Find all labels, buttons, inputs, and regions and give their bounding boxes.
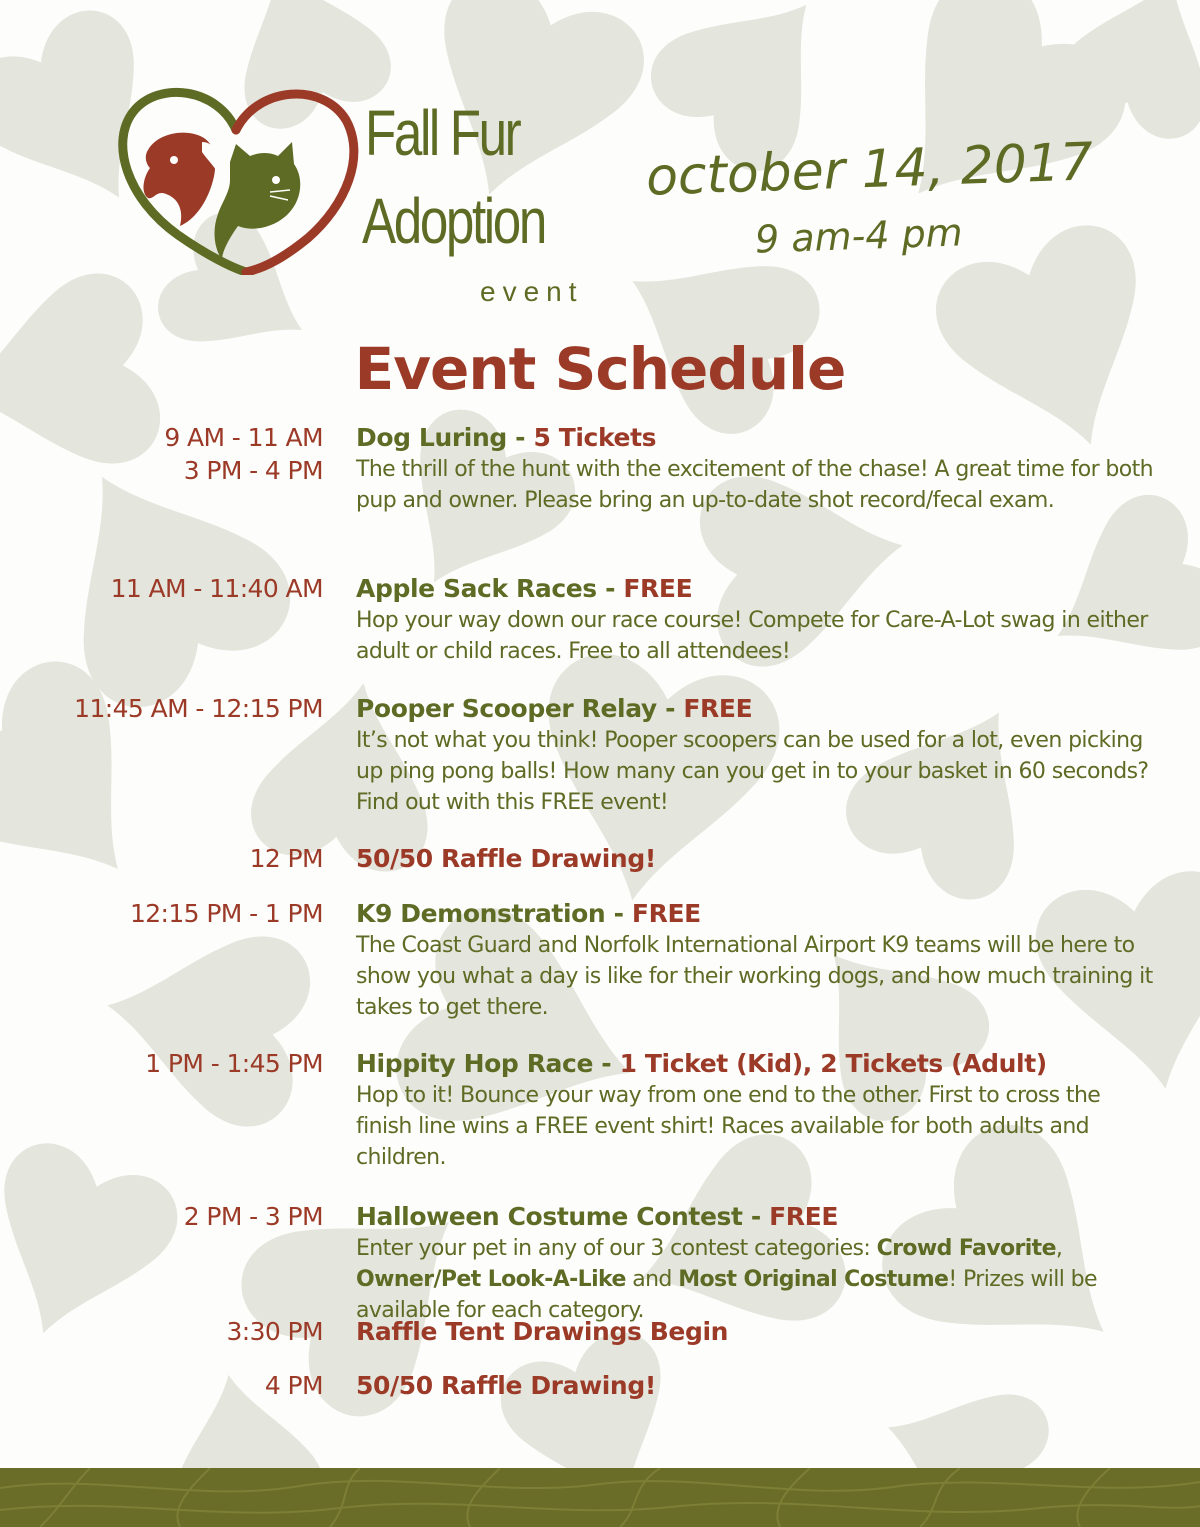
schedule-item-title: Hippity Hop Race - 1 Ticket (Kid), 2 Tickets (Adult) [356,1049,1047,1078]
schedule-item [356,897,1156,1023]
schedule-item [356,1047,1156,1173]
contest-category: Owner/Pet Look-A-Like [356,1267,626,1292]
schedule-time: 9 AM - 11 AM 3 PM - 4 PM [164,423,323,485]
schedule-item-cost: FREE [769,1202,839,1231]
schedule-item-cost: FREE [623,574,693,603]
schedule-item-description: The thrill of the hunt with the excitement of the chase! A great time for both pup and owner. Please bring an up-to-date shot record/fecal exam. [356,457,1154,513]
contest-category: Crowd Favorite [876,1236,1056,1261]
schedule-time: 2 PM - 3 PM [183,1202,323,1231]
brand-name-line-2: Adoption [362,185,545,257]
schedule-item-title: Apple Sack Races - FREE [356,574,693,603]
schedule-item-title: K9 Demonstration - FREE [356,899,701,928]
schedule-item-description: It’s not what you think! Pooper scoopers can be used for a lot, even picking up ping pong balls! How many can you get in to your basket in 60 seconds? Find out with this FREE event! [356,728,1149,815]
schedule-time: 11:45 AM - 12:15 PM [74,694,323,723]
schedule-item-description: The Coast Guard and Norfolk International Airport K9 teams will be here to show you what a day is like for their working dogs, and how much training it takes to get there. [356,933,1153,1020]
contest-category: Most Original Costume [678,1267,949,1292]
schedule-item-title: Halloween Costume Contest - FREE [356,1202,839,1231]
schedule-item-description: Enter your pet in any of our 3 contest categories: Crowd Favorite, Owner/Pet Look-A-Like and Most Original Costume! Prizes will be available for each category. [356,1236,1097,1323]
schedule-item [356,421,1156,516]
page-title: Event Schedule [354,335,846,403]
event-hours: 9 am-4 pm [754,210,964,262]
schedule-item-title: 50/50 Raffle Drawing! [356,1371,656,1400]
schedule-item [356,692,1156,818]
schedule-item [356,1200,1156,1326]
schedule-time: 12 PM [249,844,323,873]
schedule-item-title: 50/50 Raffle Drawing! [356,844,656,873]
schedule-item-cost: FREE [631,899,701,928]
brand-name-line-1: Fall Fur [365,97,520,169]
schedule-item-cost: 5 Tickets [533,423,657,452]
event-date: october 14, 2017 [645,132,1094,208]
schedule-item [356,1315,1156,1348]
grass-texture [0,1468,1200,1527]
footer-band [0,1468,1200,1527]
schedule-time: 4 PM [264,1371,323,1400]
schedule-time: 3:30 PM [226,1317,323,1346]
schedule-item [356,572,1156,667]
schedule-item [356,1369,1156,1402]
schedule-item-title: Dog Luring - 5 Tickets [356,423,657,452]
schedule-item-cost: 1 Ticket (Kid), 2 Tickets (Adult) [619,1049,1047,1078]
schedule-time: 12:15 PM - 1 PM [129,899,323,928]
schedule-time: 11 AM - 11:40 AM [110,574,323,603]
schedule-item-title: Raffle Tent Drawings Begin [356,1317,729,1346]
brand-name-line-3: event [480,276,584,307]
schedule-item-description: Hop to it! Bounce your way from one end to the other. First to cross the finish line wins a FREE event shirt! Races available for both adults and children. [356,1083,1101,1170]
schedule-item-title: Pooper Scooper Relay - FREE [356,694,753,723]
schedule-item-description: Hop your way down our race course! Compete for Care-A-Lot swag in either adult or child races. Free to all attendees! [356,608,1148,664]
schedule-item [356,842,1156,875]
schedule-item-cost: FREE [683,694,753,723]
schedule-time: 1 PM - 1:45 PM [145,1049,323,1078]
